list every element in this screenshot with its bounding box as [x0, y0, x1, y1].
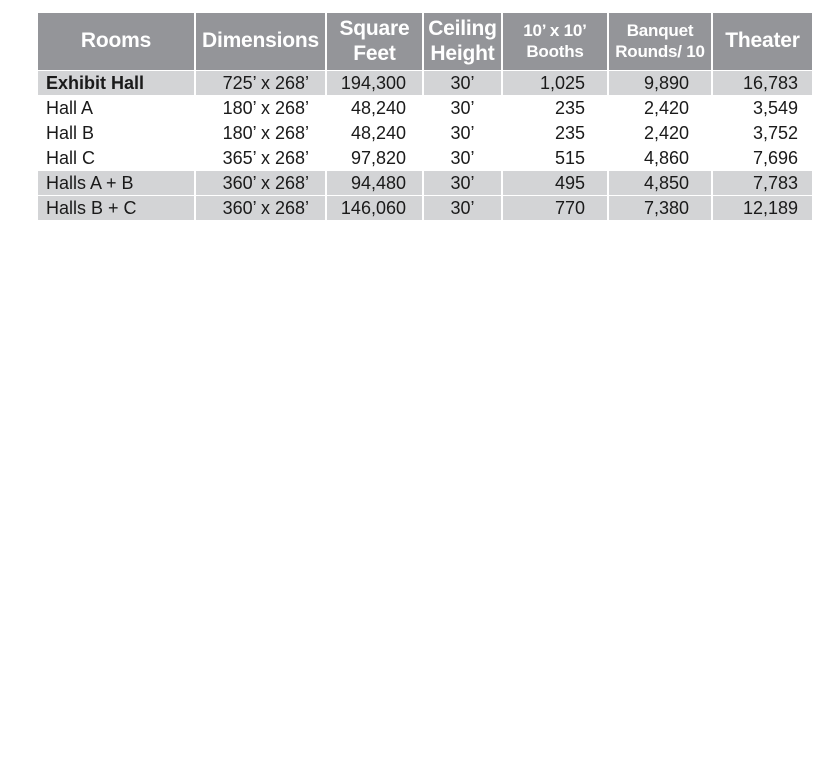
- cell-theater: 3,549: [713, 95, 812, 120]
- table-row: [38, 195, 812, 220]
- table-row: [38, 170, 812, 195]
- header-banquet: [609, 13, 713, 70]
- cell-room: Exhibit Hall: [38, 70, 196, 95]
- cell-square-feet: 94,480: [327, 170, 424, 195]
- cell-room: Halls A + B: [38, 170, 196, 195]
- cell-square-feet: 48,240: [327, 120, 424, 145]
- cell-room: Hall B: [38, 120, 196, 145]
- cell-theater: 7,783: [713, 170, 812, 195]
- cell-theater: 3,752: [713, 120, 812, 145]
- cell-booths: 235: [503, 120, 609, 145]
- header-booths-line1: 10’ x 10’: [523, 21, 587, 41]
- header-ceiling-height-line2: Height: [430, 41, 495, 65]
- room-capacity-table: [38, 13, 812, 220]
- cell-dimensions: 180’ x 268’: [196, 95, 327, 120]
- cell-room: Hall C: [38, 145, 196, 170]
- header-booths-line2: Booths: [526, 41, 584, 61]
- table-row: [38, 95, 812, 120]
- cell-dimensions: 180’ x 268’: [196, 120, 327, 145]
- cell-booths: 770: [503, 195, 609, 220]
- header-square-feet-line2: Feet: [353, 41, 396, 65]
- header-row: [38, 13, 812, 70]
- table-header: [38, 13, 812, 70]
- cell-square-feet: 194,300: [327, 70, 424, 95]
- header-ceiling-height-line1: Ceiling: [428, 16, 497, 40]
- header-square-feet: [327, 13, 424, 70]
- cell-dimensions: 360’ x 268’: [196, 170, 327, 195]
- cell-banquet: 4,850: [609, 170, 713, 195]
- cell-banquet: 7,380: [609, 195, 713, 220]
- cell-booths: 495: [503, 170, 609, 195]
- header-banquet-line2: Rounds/ 10: [615, 41, 705, 61]
- header-theater: Theater: [713, 13, 812, 70]
- cell-theater: 7,696: [713, 145, 812, 170]
- cell-ceiling-height: 30’: [424, 120, 503, 145]
- cell-booths: 235: [503, 95, 609, 120]
- table-row: [38, 145, 812, 170]
- table-row: [38, 70, 812, 95]
- cell-booths: 1,025: [503, 70, 609, 95]
- header-dimensions: Dimensions: [196, 13, 327, 70]
- cell-square-feet: 146,060: [327, 195, 424, 220]
- cell-ceiling-height: 30’: [424, 70, 503, 95]
- room-capacity-table-container: [38, 13, 812, 220]
- cell-dimensions: 360’ x 268’: [196, 195, 327, 220]
- cell-ceiling-height: 30’: [424, 95, 503, 120]
- cell-ceiling-height: 30’: [424, 145, 503, 170]
- table-row: [38, 120, 812, 145]
- cell-banquet: 2,420: [609, 120, 713, 145]
- cell-theater: 12,189: [713, 195, 812, 220]
- cell-banquet: 9,890: [609, 70, 713, 95]
- cell-ceiling-height: 30’: [424, 195, 503, 220]
- cell-square-feet: 48,240: [327, 95, 424, 120]
- header-banquet-line1: Banquet: [626, 21, 694, 41]
- cell-room: Halls B + C: [38, 195, 196, 220]
- header-square-feet-line1: Square: [339, 16, 410, 40]
- cell-booths: 515: [503, 145, 609, 170]
- cell-square-feet: 97,820: [327, 145, 424, 170]
- cell-banquet: 2,420: [609, 95, 713, 120]
- header-ceiling-height: [424, 13, 503, 70]
- cell-room: Hall A: [38, 95, 196, 120]
- header-rooms: Rooms: [38, 13, 196, 70]
- cell-dimensions: 725’ x 268’: [196, 70, 327, 95]
- cell-theater: 16,783: [713, 70, 812, 95]
- cell-ceiling-height: 30’: [424, 170, 503, 195]
- header-booths: [503, 13, 609, 70]
- cell-banquet: 4,860: [609, 145, 713, 170]
- cell-dimensions: 365’ x 268’: [196, 145, 327, 170]
- table-body: [38, 70, 812, 220]
